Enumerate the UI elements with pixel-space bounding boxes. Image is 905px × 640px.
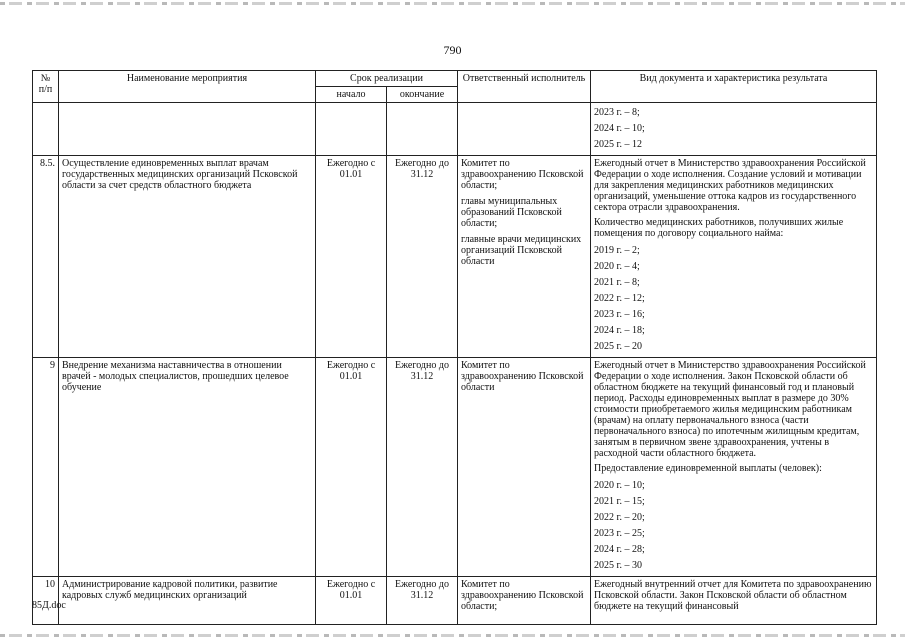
result-paragraph: Ежегодный внутренний отчет для Комитета по здравоохранению Псковской области. Закон Псковской области об областном бюджете на текущий финансовый: [594, 579, 872, 612]
header-name: Наименование мероприятия: [59, 71, 316, 103]
row-end: Ежегодно до 31.12: [387, 156, 458, 358]
responsible-entry: главы муниципальных образований Псковской области;: [461, 196, 562, 229]
row-responsible: [458, 577, 591, 625]
row-responsible: [458, 358, 591, 577]
row-responsible: [458, 156, 591, 358]
header-responsible: Ответственный исполнитель: [458, 71, 591, 103]
result-year-value: 2025 г. – 12: [594, 139, 642, 150]
result-year-value: 2020 г. – 4;: [594, 261, 640, 272]
row-end: Ежегодно до 31.12: [387, 577, 458, 625]
header-start: начало: [316, 87, 387, 103]
result-year-value: 2022 г. – 12;: [594, 293, 645, 304]
result-paragraph: Ежегодный отчет в Министерство здравоохранения Российской Федерации о ходе исполнения. Создание условий и мотивации для закрепления медицинских работников медицинских организаций, уменьшение оттока кадров из государственного сектора отрасли здравоохранения.: [594, 158, 866, 213]
result-paragraph: Предоставление единовременной выплаты (человек):: [594, 463, 822, 474]
result-year-value: 2020 г. – 10;: [594, 480, 645, 491]
result-year-value: 2024 г. – 10;: [594, 123, 645, 134]
row-name: Внедрение механизма наставничества в отношении врачей - молодых специалистов, прошедших целевое обучение: [59, 358, 316, 577]
row-number: 10: [33, 577, 59, 625]
row-start: Ежегодно с 01.01: [316, 156, 387, 358]
scan-artifact-top: [0, 2, 905, 5]
row-start: Ежегодно с 01.01: [316, 358, 387, 577]
row-start: Ежегодно с 01.01: [316, 577, 387, 625]
result-year-value: 2025 г. – 20: [594, 341, 642, 352]
page-number: 790: [443, 43, 462, 57]
result-year-value: 2025 г. – 30: [594, 560, 642, 571]
result-year-value: 2024 г. – 18;: [594, 325, 645, 336]
row-number: 8.5.: [33, 156, 59, 358]
row-result: [591, 103, 877, 156]
result-year-value: 2023 г. – 8;: [594, 107, 640, 118]
result-year-value: 2023 г. – 16;: [594, 309, 645, 320]
header-end: окончание: [387, 87, 458, 103]
row-number: 9: [33, 358, 59, 577]
responsible-entry: главные врачи медицинских организаций Псковской области: [461, 234, 582, 267]
scan-artifact-bottom: [0, 634, 905, 637]
responsible-entry: Комитет по здравоохранению Псковской области: [461, 360, 584, 393]
row-end: [387, 103, 458, 156]
measures-table: [32, 70, 877, 625]
result-year-value: 2021 г. – 8;: [594, 277, 640, 288]
header-result: Вид документа и характеристика результата: [591, 71, 877, 103]
table-row: [33, 358, 877, 577]
row-result: [591, 358, 877, 577]
table-row: [33, 156, 877, 358]
row-start: [316, 103, 387, 156]
result-year-value: 2022 г. – 20;: [594, 512, 645, 523]
result-year-value: 2024 г. – 28;: [594, 544, 645, 555]
table-row: [33, 103, 877, 156]
table-row: [33, 577, 877, 625]
result-paragraph: Количество медицинских работников, получивших жилые помещения по договору социального найма:: [594, 217, 844, 239]
row-result: [591, 577, 877, 625]
responsible-entry: Комитет по здравоохранению Псковской области;: [461, 579, 584, 612]
responsible-entry: Комитет по здравоохранению Псковской области;: [461, 158, 584, 191]
row-responsible: [458, 103, 591, 156]
row-number: [33, 103, 59, 156]
result-year-value: 2023 г. – 25;: [594, 528, 645, 539]
row-end: Ежегодно до 31.12: [387, 358, 458, 577]
row-name: Администрирование кадровой политики, развитие кадровых служб медицинских организаций: [59, 577, 316, 625]
result-year-value: 2021 г. – 15;: [594, 496, 645, 507]
result-paragraph: Ежегодный отчет в Министерство здравоохранения Российской Федерации о ходе исполнения. Закон Псковской области об областном бюджете на текущий финансовый год и плановый период. Расходы единовременных выплат в размере до 30% стоимости приобретаемого жилья медицинским работникам (врачам) на оплату первоначального взноса (части первоначального взноса) по ипотечным жилищным кредитам, занятым в первичном звене здравоохранения, учтены в расходной части областного бюджета.: [594, 360, 866, 459]
result-year-value: 2019 г. – 2;: [594, 245, 640, 256]
row-name: Осуществление единовременных выплат врачам государственных медицинских организаций Псковской области за счет средств областного бюджета: [59, 156, 316, 358]
footer-filename: 85Д.doc: [32, 600, 66, 611]
header-num: № п/п: [33, 71, 59, 103]
row-result: [591, 156, 877, 358]
header-period: Срок реализации: [316, 71, 458, 87]
row-name: [59, 103, 316, 156]
